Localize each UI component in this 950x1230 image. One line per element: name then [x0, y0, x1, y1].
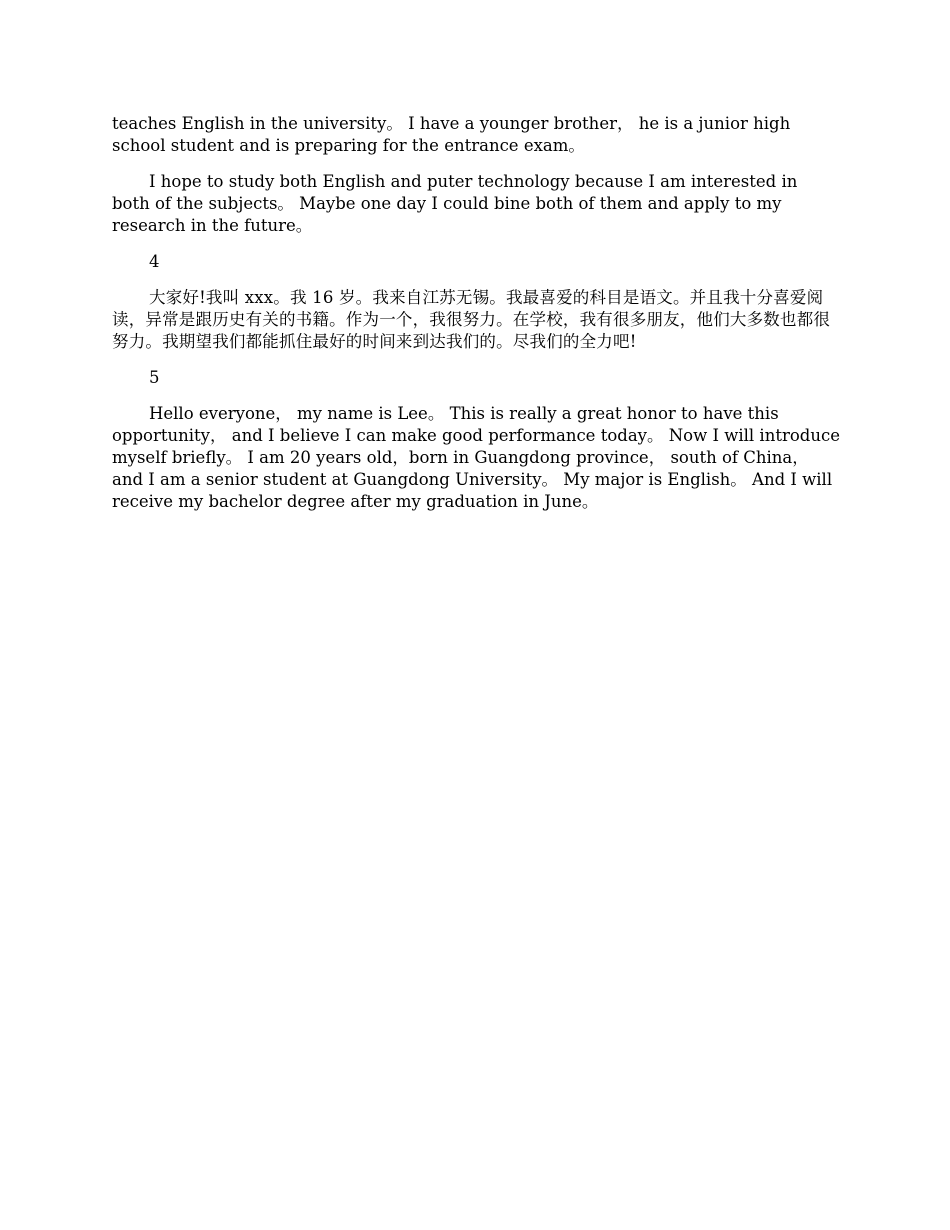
paragraph-lee-introduction: Hello everyone， my name is Lee。 This is really a great honor to have this opportunity， and I believe I can make good performance today。 Now I will introduce myself briefly。 I am 20 years old，born in Guangdong province， south of China， and I am a senior student at Guangdong University。 My major is English。 And I will receive my bachelor degree after my graduation in June。	[112, 404, 840, 511]
paragraph-study-hope: I hope to study both English and puter technology because I am interested in both of the subjects。 Maybe one day I could bine both of them and apply to my research in the future。	[112, 172, 798, 235]
section-number-5: 5	[149, 368, 160, 387]
section-number-4: 4	[149, 252, 160, 271]
document-page	[112, 113, 840, 527]
paragraph-family-continuation: teaches English in the university。 I have a younger brother， he is a junior high school student and is preparing for the entrance exam。	[112, 114, 791, 155]
paragraph-chinese-introduction: 大家好!我叫 xxx。我 16 岁。我来自江苏无锡。我最喜爱的科目是语文。并且我十分喜爱阅读，异常是跟历史有关的书籍。作为一个，我很努力。在学校，我有很多朋友，他们大多数也都很努力。我期望我们都能抓住最好的时间来到达我们的。尽我们的全力吧!	[112, 288, 831, 351]
